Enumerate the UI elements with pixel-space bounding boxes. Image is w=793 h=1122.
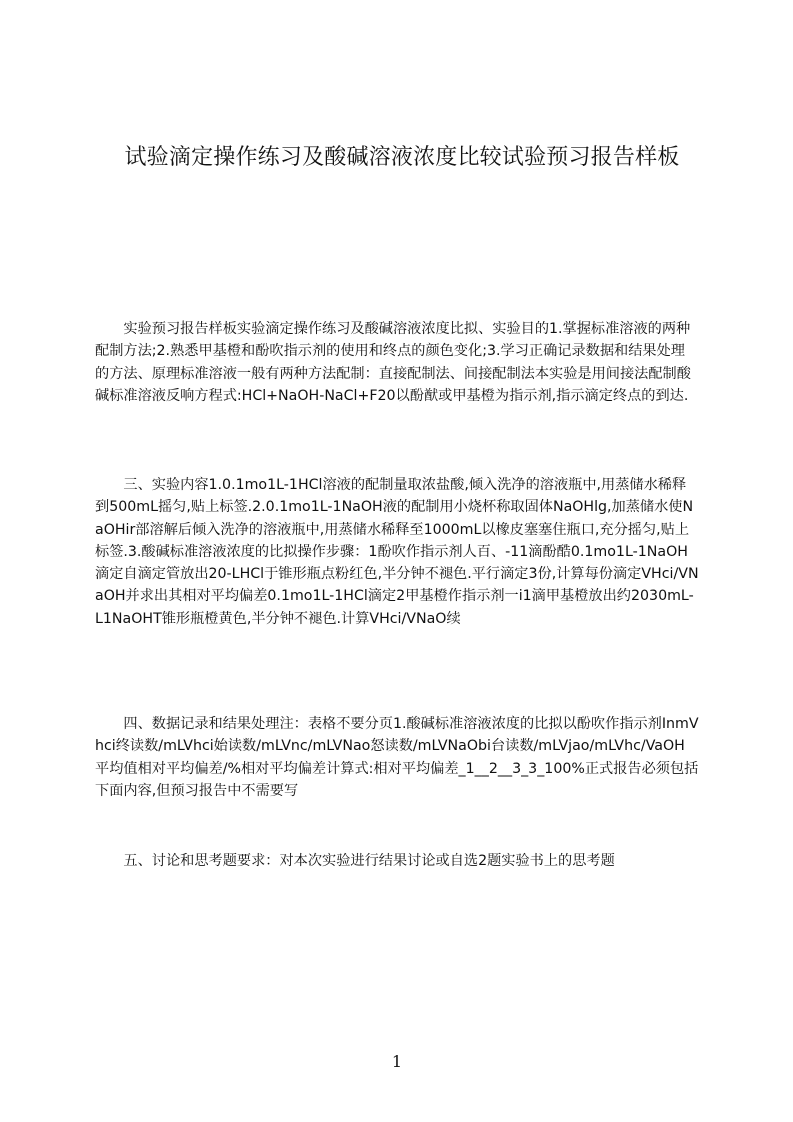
paragraph-experiment-overview: 实验预习报告样板实验滴定操作练习及酸碱溶液浓度比拟、实验目的1.掌握标准溶液的两种配制方法;2.熟悉甲基橙和酚吹指示剂的使用和终点的颜色变化;3.学习正确记录数据和结果处理的方法、原理标准溶液一般有两种方法配制：直接配制法、间接配制法本实验是用间接法配制酸碱标准溶液反响方程式:HCl+NaOH-NaCl+F20以酚猷或甲基橙为指示剂,指示滴定终点的到达. xyxy=(95,321,691,404)
document-title: 试验滴定操作练习及酸碱溶液浓度比较试验预习报告样板 xyxy=(124,145,680,170)
paragraph-data-recording: 四、数据记录和结果处理注：表格不要分页1.酸碱标准溶液浓度的比拟以酚吹作指示剂InmVhci终读数/mLVhci始读数/mLVnc/mLVNao怒读数/mLVNaObi台读数/mLVjao/mLVhc/VaOH平均值相对平均偏差/%相对平均偏差计算式:相对平均偏差_1__2__3_3_100%正式报告必须包括下面内容,但预习报告中不需要写 xyxy=(95,716,699,799)
paragraph-experiment-content: 三、实验内容1.0.1mo1L-1HCl溶液的配制量取浓盐酸,倾入洗净的溶液瓶中,用蒸储水稀释到500mL摇匀,贴上标签.2.0.1mo1L-1NaOH液的配制用小烧杯称取固体NaOHlg,加蒸储水使NaOHir部溶解后倾入洗净的溶液瓶中,用蒸储水稀释至1000mL以橡皮塞塞住瓶口,充分摇匀,贴上标签.3.酸碱标准溶液浓度的比拟操作步骤：1酚吹作指示剂人百、-11滴酚酷0.1mo1L-1NaOH滴定自滴定管放出20-LHCl于锥形瓶点粉红色,半分钟不褪色.平行滴定3份,计算每份滴定VHci/VNaOH并求出其相对平均偏差0.1mo1L-1HCl滴定2甲基橙作指示剂一i1滴甲基橙放出约2030mL-L1NaOHT锥形瓶橙黄色,半分钟不褪色.计算VHci/VNaO续 xyxy=(95,477,699,627)
paragraph-discussion: 五、讨论和思考题要求：对本次实验进行结果讨论或自选2题实验书上的思考题 xyxy=(123,853,615,869)
page-number: 1 xyxy=(391,1052,403,1071)
